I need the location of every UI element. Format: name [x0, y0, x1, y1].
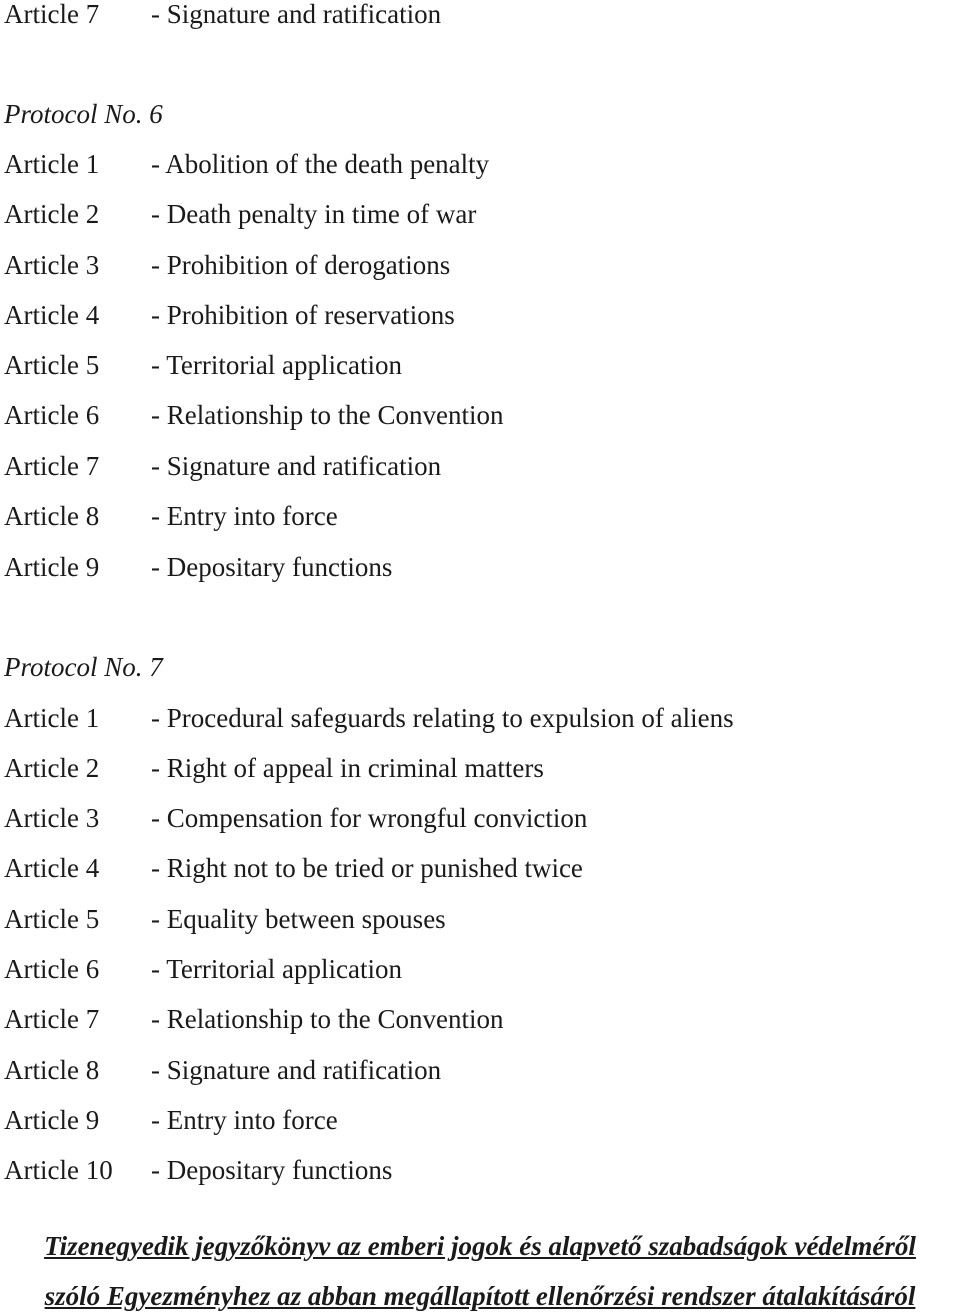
article-number: Article 8	[4, 1055, 100, 1085]
article-title: - Relationship to the Convention	[151, 400, 504, 430]
article-number: Article 2	[4, 753, 100, 783]
article-title: - Territorial application	[151, 954, 403, 984]
article-title: - Abolition of the death penalty	[151, 149, 490, 179]
article-title: - Right not to be tried or punished twice	[151, 853, 583, 883]
article-number: Article 7	[4, 0, 100, 29]
article-title: - Right of appeal in criminal matters	[151, 753, 544, 783]
article-number: Article 5	[4, 904, 100, 934]
article-number: Article 5	[4, 350, 100, 380]
article-title: - Equality between spouses	[151, 904, 446, 934]
article-number: Article 3	[4, 803, 100, 833]
protocol-6-heading: Protocol No. 6	[4, 99, 163, 129]
article-title: - Relationship to the Convention	[151, 1004, 504, 1034]
article-title: - Procedural safeguards relating to expulsion of aliens	[151, 703, 734, 733]
article-number: Article 1	[4, 703, 100, 733]
protocol-7-heading: Protocol No. 7	[4, 652, 163, 682]
article-number: Article 7	[4, 451, 100, 481]
article-number: Article 2	[4, 199, 100, 229]
article-number: Article 6	[4, 954, 100, 984]
article-title: - Prohibition of reservations	[151, 300, 455, 330]
article-title: - Prohibition of derogations	[151, 250, 451, 280]
article-title: - Entry into force	[151, 1105, 338, 1135]
article-number: Article 3	[4, 250, 100, 280]
footer-title-line-2: szóló Egyezményhez az abban megállapított ellenőrzési rendszer átalakításáról	[44, 1281, 916, 1311]
article-number: Article 10	[4, 1155, 113, 1185]
article-number: Article 9	[4, 1105, 100, 1135]
article-number: Article 1	[4, 149, 100, 179]
article-number: Article 8	[4, 501, 100, 531]
article-title: - Territorial application	[151, 350, 403, 380]
article-title: - Signature and ratification	[151, 451, 442, 481]
article-number: Article 7	[4, 1004, 100, 1034]
article-number: Article 4	[4, 853, 100, 883]
article-title: - Death penalty in time of war	[151, 199, 477, 229]
article-title: - Signature and ratification	[151, 1055, 442, 1085]
article-title: - Entry into force	[151, 501, 338, 531]
article-title: - Depositary functions	[151, 552, 393, 582]
article-number: Article 9	[4, 552, 100, 582]
footer-title-line-1: Tizenegyedik jegyzőkönyv az emberi jogok és alapvető szabadságok védelméről	[44, 1231, 916, 1261]
article-number: Article 6	[4, 400, 100, 430]
article-title: - Compensation for wrongful conviction	[151, 803, 588, 833]
article-title: - Signature and ratification	[151, 0, 442, 29]
article-title: - Depositary functions	[151, 1155, 393, 1185]
article-number: Article 4	[4, 300, 100, 330]
